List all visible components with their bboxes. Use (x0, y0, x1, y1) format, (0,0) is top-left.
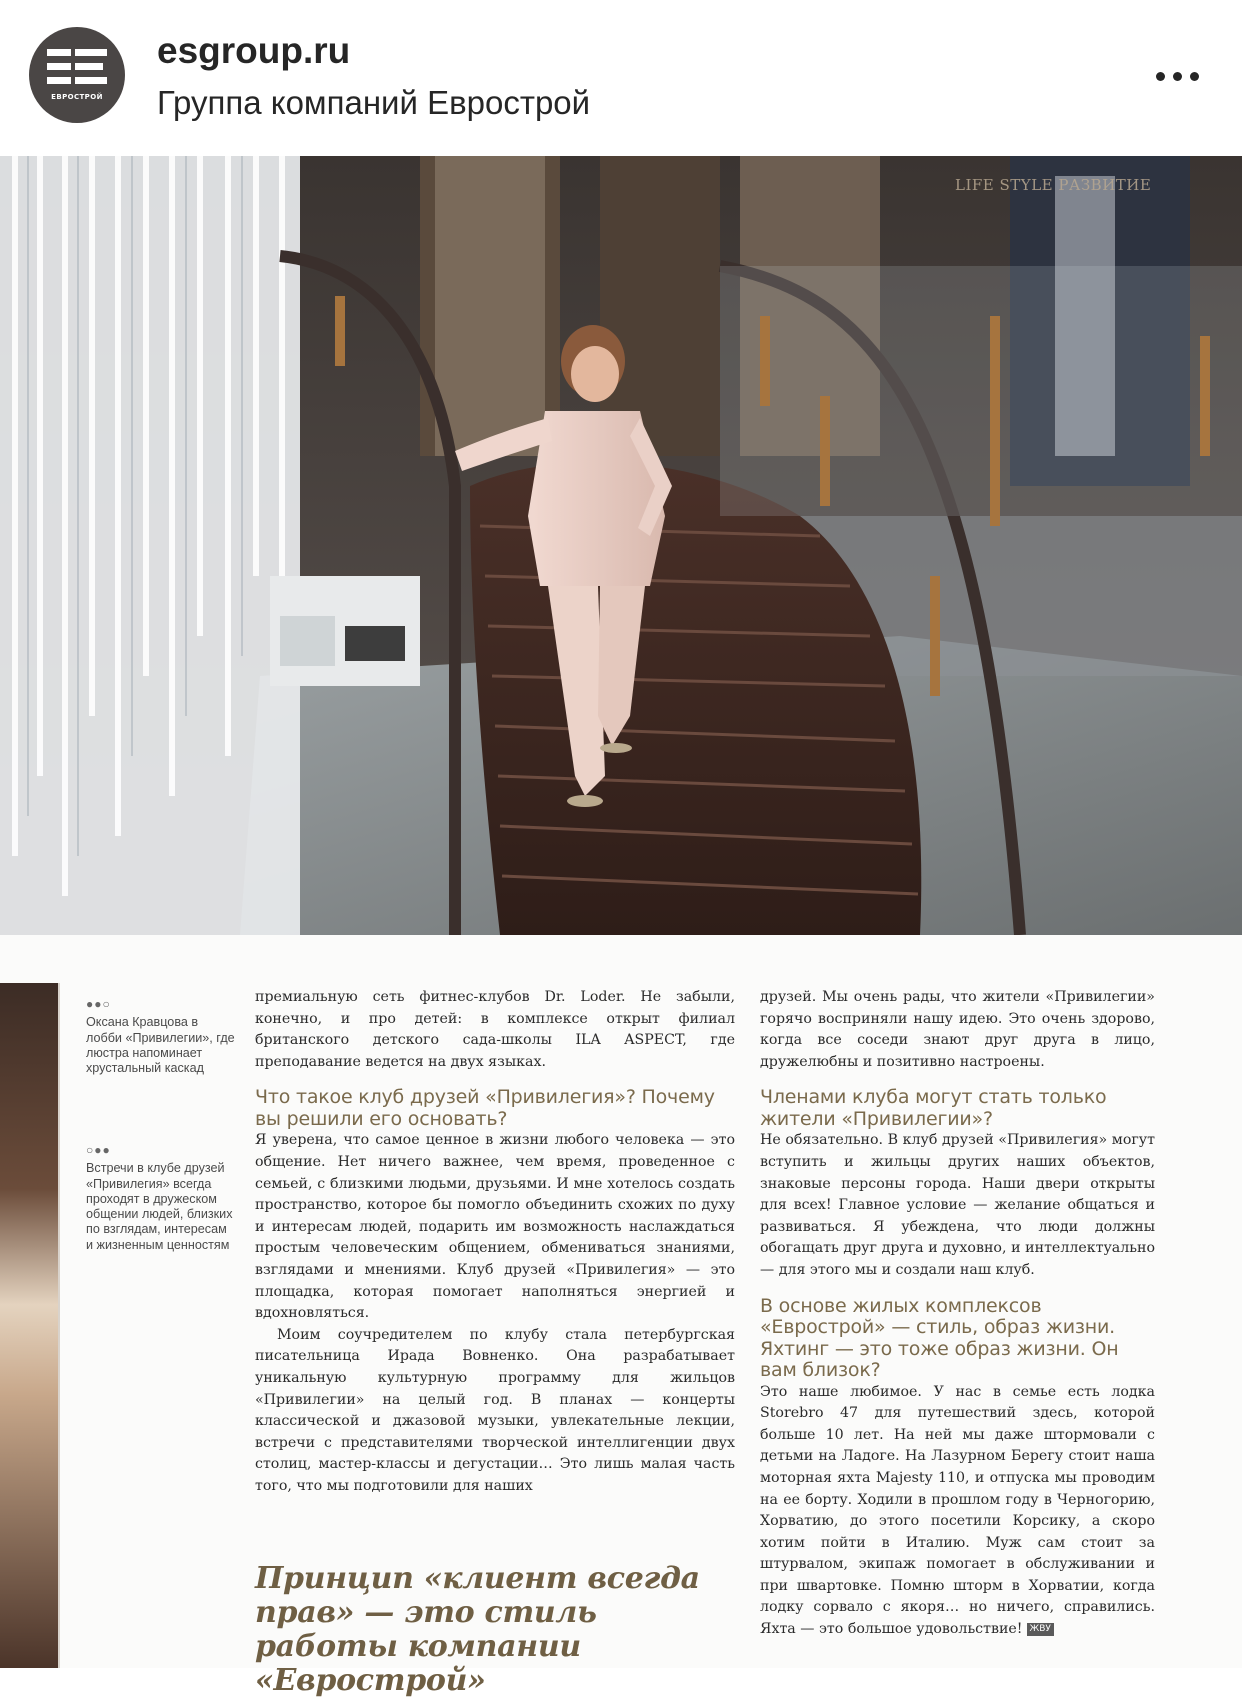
article-paragraph: друзей. Мы очень рады, что жители «Привилегии» горячо восприняли нашу идею. Это очень здорово, когда все соседи знают друг друга в лицо, дружелюбны и позитивно настроены. (760, 989, 1155, 1070)
logo-bar (47, 63, 71, 70)
avatar-logo-text: ЕВРОСТРОЙ (51, 93, 103, 101)
account-subtitle: Группа компаний Еврострой (157, 84, 591, 121)
account-avatar[interactable] (29, 27, 125, 123)
caption-text: Встречи в клубе друзей «Привилегия» всегда проходят в дружеском общении людей, близких по взглядам, интересам и жизненным ценностям (86, 1161, 233, 1252)
photo-caption-1 (86, 997, 236, 1076)
post-header (0, 0, 1242, 156)
post-photo[interactable] (0, 156, 1242, 935)
article-column-1 (255, 987, 735, 1497)
more-horizontal-icon (1190, 72, 1199, 81)
logo-bar (75, 77, 107, 84)
logo-bar (47, 49, 71, 56)
photo-caption-2 (86, 1143, 236, 1253)
magazine-section-label: LIFE STYLE РАЗВИТИЕ (955, 176, 1152, 194)
magazine-page (0, 935, 1242, 1698)
article-paragraph: Я уверена, что самое ценное в жизни любого человека — это общение. Нет ничего важнее, чем время, проведенное с семьей, с близкими людьми, друзьями. И мне хотелось создать пространство, которое бы помогло объединить схожих по духу и интересам людей, подарить им возможность наслаждаться простым человеческим общением, обмениваться знаниями, взглядами и мнениями. Клуб друзей «Привилегия» — это площадка, которая помогает наполняться энергией и вдохновляться. (255, 1132, 735, 1322)
pull-quote: Принцип «клиент всегда прав» — это стиль работы компании «Еврострой» (255, 1561, 700, 1698)
article-text: Это наше любимое. У нас в семье есть лодка Storebro 47 для путешествий здесь, которой больше 10 лет. На ней мы даже штормовали с детьми на Ладоге. На Лазурном Берегу стоит наша моторная яхта Majesty 110, и отпуска мы проводим на ее борту. Ходили в прошлом году в Черногорию, Хорватию, до этого посетили Корсику, а скоро хотим пойти в Италию. Муж сам стоит за штурвалом, экипаж помогает в обслуживании и при швартовке. Помню шторм в Хорватии, когда лодку сорвало с якоря… но ничего, справились. Яхта — это большое удовольствие! (760, 1383, 1155, 1638)
logo-bar (75, 49, 107, 56)
article-paragraph (760, 1382, 1155, 1641)
article-paragraph: Не обязательно. В клуб друзей «Привилегия» могут вступить и жильцы других наших объектов, знаковые персоны города. Наши двери открыты для всех! Главное условие — желание общаться и развиваться. Я убеждена, что люди должны обогащать друг друга и духовно, и интеллектуально — для этого мы и создали наш клуб. (760, 1132, 1155, 1278)
more-horizontal-icon (1173, 72, 1182, 81)
logo-bar (47, 77, 71, 84)
caption-text: Оксана Кравцова в лобби «Привилегии», где люстра напоминает хрустальный каскад (86, 1015, 235, 1076)
interview-question: Что такое клуб друзей «Привилегия»? Почему вы решили его основать? (255, 1086, 715, 1130)
staircase-photo-illustration (0, 156, 1242, 935)
article-paragraph: Моим соучредителем по клубу стала петербургская писательница Ирада Вовненко. Она разрабатывает уникальную культурную программу для жильцов «Привилегии» на целый год. В планах — концерты классической и джазовой музыки, увлекательные лекции, встречи с представителями творческой интеллигенции двух столиц, мастер-классы и дегустации… Это лишь малая часть того, что мы подготовили для наших (255, 1326, 735, 1494)
article-paragraph: премиальную сеть фитнес-клубов Dr. Loder. Не забыли, конечно, и про детей: в комплексе открыт филиал британского детского сада-школы ILA ASPECT, где преподавание ведется на двух языках. (255, 989, 735, 1070)
more-horizontal-icon (1156, 72, 1165, 81)
account-username[interactable]: esgroup.ru (157, 30, 351, 71)
caption-marker-icon: ○●● (86, 1143, 111, 1157)
caption-marker-icon: ●●○ (86, 997, 111, 1011)
more-options-button[interactable] (1148, 56, 1208, 96)
article-column-2 (760, 987, 1155, 1641)
article-end-mark-icon: ЖВУ (1027, 1623, 1054, 1636)
interview-question: В основе жилых комплексов «Еврострой» — стиль, образ жизни. Яхтинг — это тоже образ жизни. Он вам близок? (760, 1294, 1119, 1382)
side-photo-strip (0, 983, 60, 1668)
logo-bar (75, 63, 103, 70)
interview-question: Членами клуба могут стать только жители «Привилегии»? (760, 1086, 1107, 1130)
